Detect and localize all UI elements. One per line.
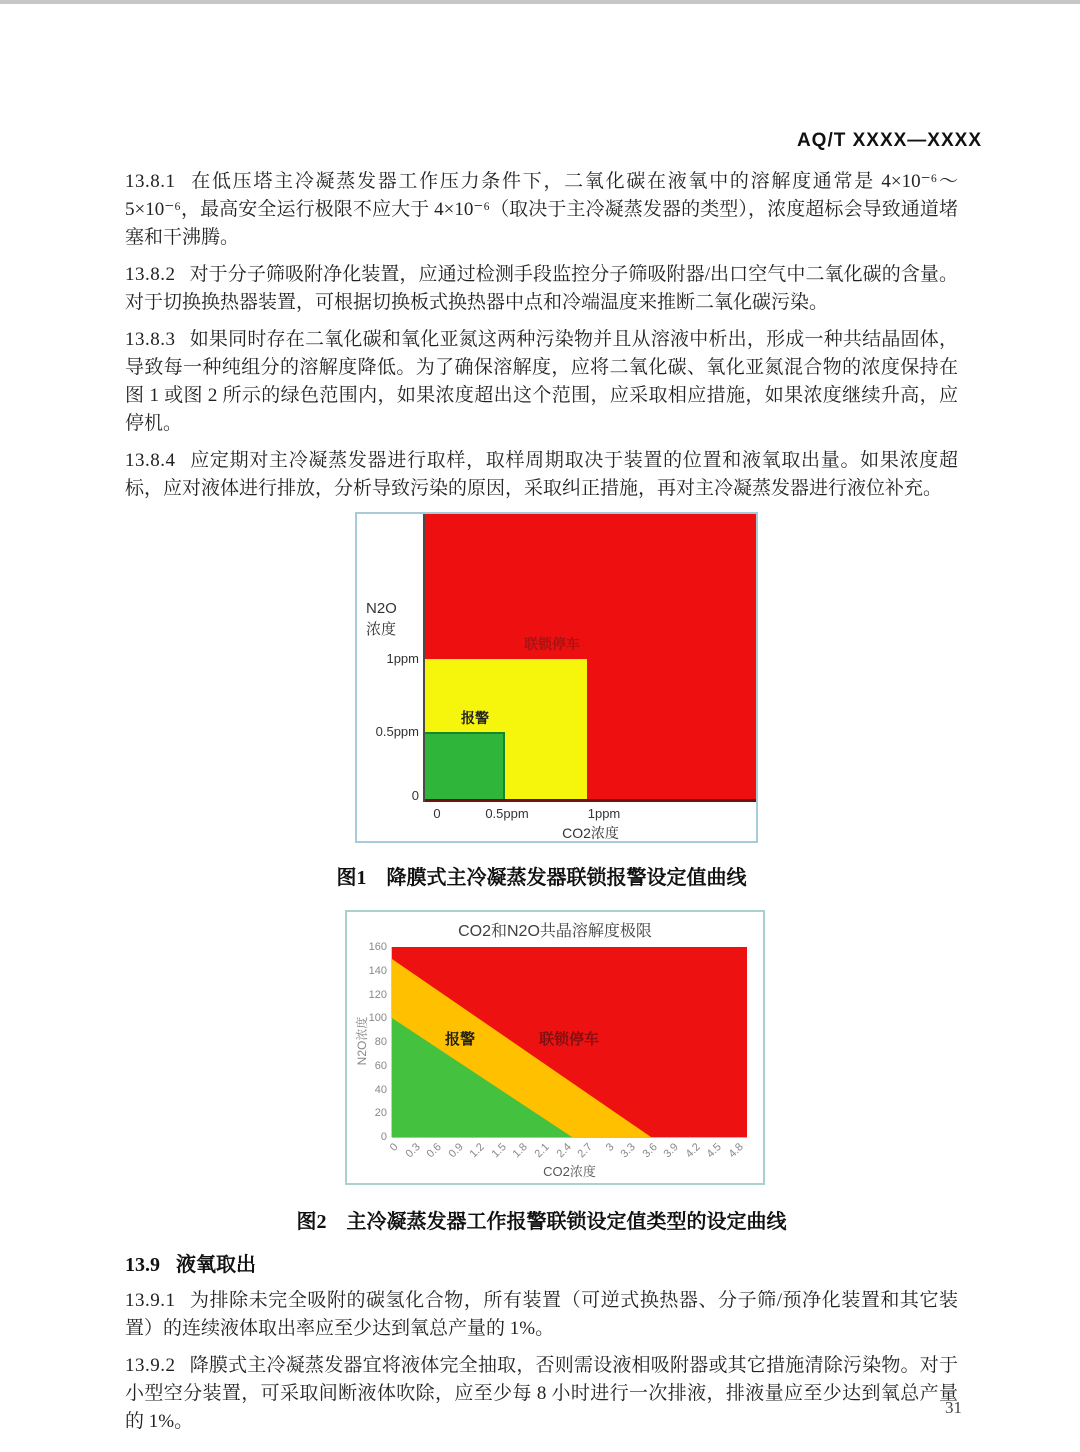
fig2-y-tick: 0 (380, 1131, 387, 1143)
paragraph-13-9-2 (125, 1352, 958, 1436)
fig1-normal-region (425, 732, 505, 802)
fig2-x-tick: 4.2 (683, 1141, 703, 1161)
fig1-x-tick: 0 (433, 806, 441, 821)
paragraph-13-8-1 (125, 168, 958, 252)
clause-number: 13.9.2 (125, 1355, 176, 1376)
fig1-y-axis-label-line2: 浓度 (366, 621, 397, 638)
fig2-x-tick: 2.4 (554, 1141, 574, 1161)
fig2-y-tick: 60 (374, 1060, 387, 1072)
clause-text: 应定期对主冷凝蒸发器进行取样，取样周期取决于装置的位置和液氧取出量。如果浓度超标，应对液体进行排放，分析导致污染的原因，采取纠正措施，再对主冷凝蒸发器进行液位补充。 (125, 450, 958, 499)
fig2-x-tick: 0.9 (446, 1141, 466, 1161)
clause-text: 如果同时存在二氧化碳和氧化亚氮这两种污染物并且从溶液中析出，形成一种共结晶固体，导致每一种纯组分的溶解度降低。为了确保溶解度，应将二氧化碳、氧化亚氮混合物的浓度保持在图 1 或图 2 所示的绿色范围内，如果浓度超出这个范围，应采取相应措施，如果浓度继续升高，应停机。 (125, 329, 958, 434)
fig1-y-axis-label-line1: N2O (366, 600, 397, 617)
fig2-title: CO2和N2O共晶溶解度极限 (458, 923, 652, 940)
fig1-x-tick: 0.5ppm (485, 806, 529, 821)
fig2-y-tick: 120 (368, 989, 387, 1001)
paragraph-13-9-1 (125, 1287, 958, 1343)
clause-text: 为排除未完全吸附的碳氢化合物，所有装置（可逆式换热器、分子筛/预净化装置和其它装置）的连续液体取出率应至少达到氧总产量的 1%。 (125, 1290, 958, 1339)
fig2-x-tick: 4.8 (726, 1141, 746, 1161)
section-number: 13.9 (125, 1254, 160, 1276)
figure-1-caption: 图1 降膜式主冷凝蒸发器联锁报警设定值曲线 (336, 867, 747, 889)
fig2-y-tick: 40 (374, 1084, 387, 1096)
figure-2-chart (345, 910, 765, 1185)
clause-number: 13.8.3 (125, 329, 176, 350)
fig2-y-tick: 80 (374, 1036, 387, 1048)
paragraph-13-8-3 (125, 326, 958, 438)
section-heading-13-9 (125, 1248, 958, 1277)
fig2-x-tick: 0.6 (424, 1141, 444, 1161)
fig2-y-tick: 20 (374, 1107, 387, 1119)
fig2-x-tick: 1.5 (489, 1141, 509, 1161)
fig2-y-tick: 160 (368, 941, 387, 953)
fig2-x-tick: 0 (387, 1141, 401, 1154)
fig2-y-tick: 140 (368, 965, 387, 977)
paragraph-13-8-4 (125, 447, 958, 503)
doc-code-header: AQ/T XXXX—XXXX (796, 130, 982, 151)
clause-number: 13.9.1 (125, 1290, 176, 1311)
fig1-y-axis-label (366, 598, 397, 640)
paragraph-13-8-2 (125, 261, 958, 317)
fig2-x-tick: 3.3 (618, 1141, 638, 1161)
fig2-x-tick: 3.9 (661, 1141, 681, 1161)
fig2-x-tick: 4.5 (704, 1141, 724, 1161)
fig1-x-axis-label: CO2浓度 (562, 825, 619, 841)
fig1-y-tick: 0.5ppm (375, 724, 419, 739)
fig1-y-tick: 0 (411, 788, 419, 803)
fig2-y-axis-line (391, 947, 392, 1137)
fig2-x-tick: 3 (603, 1141, 617, 1154)
clause-number: 13.8.2 (125, 264, 176, 285)
fig1-y-axis-line (423, 514, 425, 802)
page-number: 31 (945, 1398, 962, 1417)
clause-text: 在低压塔主冷凝蒸发器工作压力条件下，二氧化碳在液氧中的溶解度通常是 4×10⁻⁶～5×10⁻⁶，最高安全运行极限不应大于 4×10⁻⁶（取决于主冷凝蒸发器的类型），浓度超标会导致通道堵塞和干沸腾。 (125, 171, 958, 248)
clause-number: 13.8.4 (125, 450, 176, 471)
clause-number: 13.8.1 (125, 171, 176, 192)
scan-edge (0, 0, 1080, 4)
fig1-alarm-label: 报警 (461, 710, 489, 726)
fig2-interlock-label: 联锁停车 (539, 1031, 600, 1048)
clause-text: 降膜式主冷凝蒸发器宜将液体完全抽取，否则需设液相吸附器或其它措施清除污染物。对于小型空分装置，可采取间断液体吹除，应至少每 8 小时进行一次排液，排液量应至少达到氧总产量的 1%。 (125, 1355, 958, 1432)
content-column (125, 168, 958, 1436)
fig2-x-tick: 1.8 (510, 1141, 530, 1161)
figure-2-caption: 图2 主冷凝蒸发器工作报警联锁设定值类型的设定曲线 (296, 1211, 787, 1233)
fig1-plot-area (425, 514, 756, 802)
fig2-alarm-label: 报警 (445, 1031, 476, 1048)
fig2-y-tick: 100 (368, 1012, 387, 1024)
fig2-y-axis-label: N2O浓度 (355, 1016, 369, 1066)
fig2-x-axis-label: CO2浓度 (543, 1164, 596, 1179)
section-title: 液氧取出 (176, 1254, 256, 1276)
fig2-x-tick: 2.7 (575, 1141, 595, 1161)
fig2-x-tick: 3.6 (640, 1141, 660, 1161)
fig2-x-tick: 2.1 (532, 1141, 552, 1161)
fig2-x-tick: 0.3 (403, 1141, 423, 1161)
figure-1-chart (355, 512, 758, 843)
clause-text: 对于分子筛吸附净化装置，应通过检测手段监控分子筛吸附器/出口空气中二氧化碳的含量。对于切换换热器装置，可根据切换板式换热器中点和冷端温度来推断二氧化碳污染。 (125, 264, 958, 313)
fig2-x-tick: 1.2 (467, 1141, 487, 1161)
fig1-x-tick: 1ppm (587, 806, 621, 821)
fig2-x-axis-line (392, 1137, 747, 1138)
fig1-y-tick: 1ppm (386, 651, 419, 666)
fig1-interlock-label: 联锁停车 (524, 636, 580, 652)
fig1-x-axis-line (425, 799, 756, 802)
